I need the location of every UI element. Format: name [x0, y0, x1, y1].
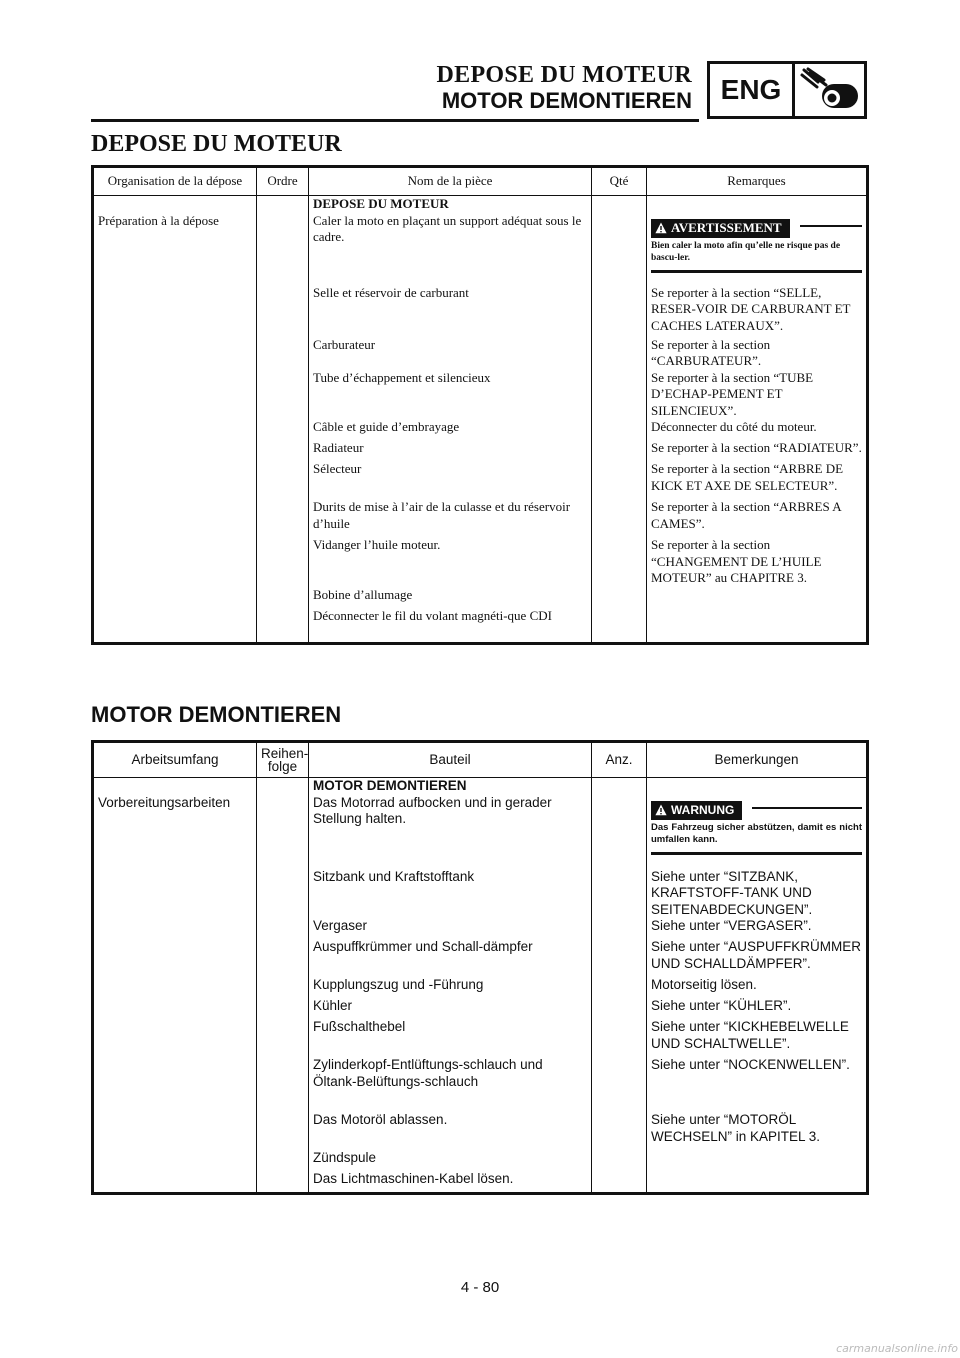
warning-label: WARNUNG — [671, 802, 735, 817]
warning-badge — [651, 801, 742, 820]
remark-cell — [647, 1171, 868, 1193]
remark-cell: Se reporter à la section “ARBRE DE KICK ET AXE DE SELECTEUR”. — [647, 461, 868, 499]
table-row — [93, 419, 868, 440]
remark-cell — [647, 587, 868, 608]
part-cell: Selle et réservoir de carburant — [309, 285, 592, 337]
table-row — [93, 977, 868, 998]
section-badge — [707, 61, 867, 119]
part-cell: Kupplungszug und -Führung — [309, 977, 592, 998]
col-header: Ordre — [257, 167, 309, 196]
table-row — [93, 285, 868, 337]
part-cell: Kühler — [309, 998, 592, 1019]
col-header: Remarques — [647, 167, 868, 196]
remark-cell: Siehe unter “VERGASER”. — [647, 918, 868, 939]
remark-cell: Siehe unter “SITZBANK, KRAFTSTOFF-TANK UND SEITENABDECKUNGEN”. — [647, 869, 868, 919]
warning-text: Das Fahrzeug sicher abstützen, damit es nicht umfallen kann. — [651, 821, 862, 845]
warning-line — [752, 807, 862, 809]
part-cell: Caler la moto en plaçant un support adéquat sous le cadre. — [309, 213, 592, 285]
col-header: Nom de la pièce — [309, 167, 592, 196]
section-title-cell: MOTOR DEMONTIEREN — [309, 778, 592, 795]
table-row — [93, 918, 868, 939]
job-cell: Préparation à la dépose — [93, 213, 257, 285]
remark-cell — [647, 213, 868, 285]
remark-cell: Siehe unter “KÜHLER”. — [647, 998, 868, 1019]
header-title-de: MOTOR DEMONTIEREN — [441, 88, 692, 113]
table-row — [93, 537, 868, 587]
remark-cell — [647, 1150, 868, 1171]
col-header: Bauteil — [309, 742, 592, 778]
part-cell: Auspuffkrümmer und Schall-dämpfer — [309, 939, 592, 977]
removal-table-de — [91, 740, 869, 1195]
warning-text: Bien caler la moto afin qu’elle ne risque pas de bascu-ler. — [651, 240, 841, 263]
col-header: Organisation de la dépose — [93, 167, 257, 196]
part-cell: Das Lichtmaschinen-Kabel lösen. — [309, 1171, 592, 1193]
table-header-row — [93, 167, 868, 196]
table-row — [93, 370, 868, 420]
table-row — [93, 1171, 868, 1193]
section-title-cell: DEPOSE DU MOTEUR — [309, 196, 592, 213]
part-cell: Sélecteur — [309, 461, 592, 499]
lang-badge: ENG — [710, 64, 795, 116]
part-cell: Fußschalthebel — [309, 1019, 592, 1057]
table-row — [93, 778, 868, 795]
table-row — [93, 499, 868, 537]
part-cell: Das Motorrad aufbocken und in gerader Stellung halten. — [309, 795, 592, 869]
part-cell: Vidanger l’huile moteur. — [309, 537, 592, 587]
remark-cell: Se reporter à la section “RADIATEUR”. — [647, 440, 868, 461]
table-row — [93, 587, 868, 608]
col-header: Anz. — [592, 742, 647, 778]
section-heading-fr: DEPOSE DU MOTEUR — [91, 131, 342, 157]
warning-label: AVERTISSEMENT — [671, 219, 782, 235]
remark-cell — [647, 795, 868, 869]
warning-icon — [655, 222, 667, 234]
part-cell: Tube d’échappement et silencieux — [309, 370, 592, 420]
section-heading-de: MOTOR DEMONTIEREN — [91, 702, 342, 727]
remark-cell — [647, 608, 868, 644]
table-row — [93, 213, 868, 285]
table-row — [93, 1057, 868, 1112]
remark-cell: Se reporter à la section “CHANGEMENT DE L’HUILE MOTEUR” au CHAPITRE 3. — [647, 537, 868, 587]
remark-cell: Siehe unter “AUSPUFFKRÜMMER UND SCHALLDÄMPFER”. — [647, 939, 868, 977]
remark-cell: Se reporter à la section “SELLE, RESER-VOIR DE CARBURANT ET CACHES LATERAUX”. — [647, 285, 868, 337]
removal-table-fr — [91, 165, 869, 645]
warning-box — [651, 219, 862, 273]
warning-rule — [651, 270, 862, 273]
part-cell: Câble et guide d’embrayage — [309, 419, 592, 440]
remark-cell: Siehe unter “KICKHEBELWELLE UND SCHALTWELLE”. — [647, 1019, 868, 1057]
table-row — [93, 1019, 868, 1057]
table-row — [93, 939, 868, 977]
table-row — [93, 869, 868, 919]
table-row — [93, 1112, 868, 1150]
table-row — [93, 998, 868, 1019]
remark-cell: Se reporter à la section “ARBRES A CAMES”. — [647, 499, 868, 537]
table-row — [93, 461, 868, 499]
remark-cell: Siehe unter “NOCKENWELLEN”. — [647, 1057, 868, 1112]
col-header: Reihen-folge — [257, 742, 309, 778]
part-cell: Radiateur — [309, 440, 592, 461]
col-header: Arbeitsumfang — [93, 742, 257, 778]
part-cell: Durits de mise à l’air de la culasse et du réservoir d’huile — [309, 499, 592, 537]
table-row — [93, 795, 868, 869]
job-cell: Vorbereitungsarbeiten — [93, 795, 257, 869]
part-cell: Das Motoröl ablassen. — [309, 1112, 592, 1150]
part-cell: Sitzbank und Kraftstofftank — [309, 869, 592, 919]
header-title-fr: DEPOSE DU MOTEUR — [436, 62, 692, 88]
part-cell: Bobine d’allumage — [309, 587, 592, 608]
col-header: Bemerkungen — [647, 742, 868, 778]
col-header: Qté — [592, 167, 647, 196]
warning-line — [800, 225, 862, 227]
remark-cell: Siehe unter “MOTORÖL WECHSELN” in KAPITEL 3. — [647, 1112, 868, 1150]
remark-cell: Se reporter à la section “CARBURATEUR”. — [647, 337, 868, 370]
header-rule — [91, 119, 699, 122]
warning-box — [651, 801, 862, 855]
table-row — [93, 608, 868, 644]
table-header-row — [93, 742, 868, 778]
page-number: 4 - 80 — [460, 1279, 500, 1296]
part-cell: Zylinderkopf-Entlüftungs-schlauch und Öltank-Belüftungs-schlauch — [309, 1057, 592, 1112]
table-row — [93, 337, 868, 370]
remark-cell: Motorseitig lösen. — [647, 977, 868, 998]
engine-wrench-icon — [795, 64, 864, 116]
watermark: carmanualsonline.info — [836, 1342, 958, 1355]
part-cell: Déconnecter le fil du volant magnéti-que CDI — [309, 608, 592, 644]
part-cell: Carburateur — [309, 337, 592, 370]
remark-cell: Se reporter à la section “TUBE D’ECHAP-PEMENT ET SILENCIEUX”. — [647, 370, 868, 420]
table-row — [93, 196, 868, 213]
part-cell: Vergaser — [309, 918, 592, 939]
warning-icon — [655, 804, 667, 816]
warning-rule — [651, 852, 862, 855]
remark-cell: Déconnecter du côté du moteur. — [647, 419, 868, 440]
part-cell: Zündspule — [309, 1150, 592, 1171]
table-row — [93, 440, 868, 461]
warning-badge — [651, 219, 790, 238]
table-row — [93, 1150, 868, 1171]
